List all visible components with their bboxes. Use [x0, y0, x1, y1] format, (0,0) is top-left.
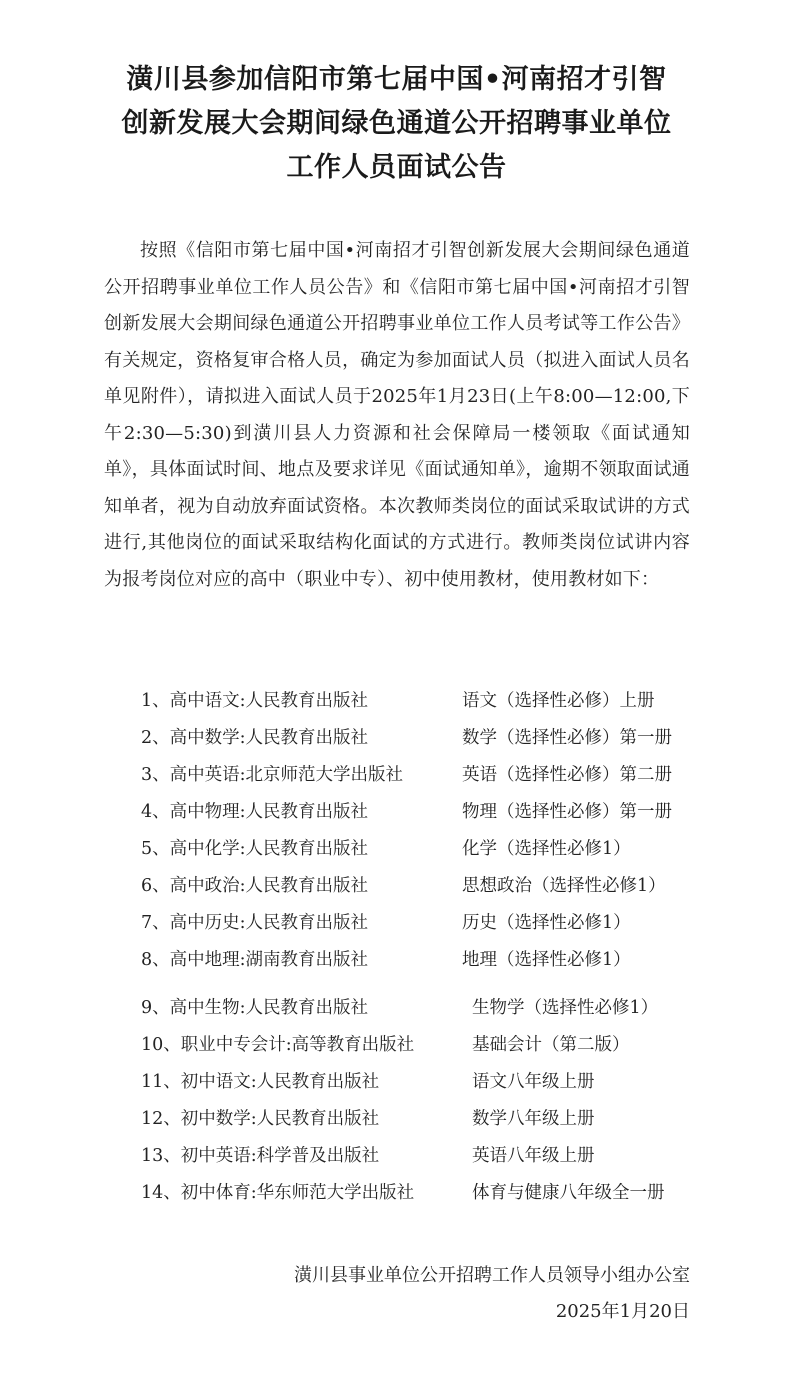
- textbook-subject: 13、初中英语:科学普及出版社: [141, 1146, 380, 1166]
- textbook-title: 历史（选择性必修1）: [462, 913, 631, 933]
- textbook-title: 化学（选择性必修1）: [462, 839, 631, 859]
- signature-block: [294, 1258, 690, 1330]
- textbook-item: [141, 990, 741, 1026]
- textbook-subject: 6、高中政治:人民教育出版社: [141, 876, 369, 896]
- textbook-title: 数学八年级上册: [472, 1109, 595, 1129]
- textbook-subject: 11、初中语文:人民教育出版社: [141, 1072, 380, 1092]
- textbook-subject: 7、高中历史:人民教育出版社: [141, 913, 369, 933]
- textbook-item: [141, 757, 741, 793]
- textbook-item: [141, 1064, 741, 1100]
- body-paragraph: 按照《信阳市第七届中国•河南招才引智创新发展大会期间绿色通道公开招聘事业单位工作人员公告》和《信阳市第七届中国•河南招才引智创新发展大会期间绿色通道公开招聘事业单位工作人员考试等工作公告》有关规定，资格复审合格人员，确定为参加面试人员（拟进入面试人员名单见附件），请拟进入面试人员于2025年1月23日(上午8:00—12:00,下午2:30—5:30)到潢川县人力资源和社会保障局一楼领取《面试通知单》，具体面试时间、地点及要求详见《面试通知单》，逾期不领取面试通知单者，视为自动放弃面试资格。本次教师类岗位的面试采取试讲的方式进行,其他岗位的面试采取结构化面试的方式进行。教师类岗位试讲内容为报考岗位对应的高中（职业中专）、初中使用教材，使用教材如下：: [104, 240, 690, 590]
- textbook-item: [141, 794, 741, 830]
- textbook-title: 英语八年级上册: [472, 1146, 595, 1166]
- textbook-item: [141, 1101, 741, 1137]
- textbook-item: [141, 720, 741, 756]
- textbook-title: 基础会计（第二版）: [472, 1035, 630, 1055]
- textbook-title: 生物学（选择性必修1）: [472, 998, 659, 1018]
- textbook-subject: 3、高中英语:北京师范大学出版社: [141, 765, 404, 785]
- textbook-title: 数学（选择性必修）第一册: [462, 728, 672, 748]
- textbook-item: [141, 683, 741, 719]
- textbook-title: 地理（选择性必修1）: [462, 950, 631, 970]
- textbook-item: [141, 1138, 741, 1174]
- textbook-title: 语文（选择性必修）上册: [462, 691, 655, 711]
- textbook-subject: 4、高中物理:人民教育出版社: [141, 802, 369, 822]
- title-line-3: 工作人员面试公告: [286, 152, 507, 183]
- textbook-subject: 1、高中语文:人民教育出版社: [141, 691, 369, 711]
- textbook-title: 物理（选择性必修）第一册: [462, 802, 672, 822]
- textbook-item: [141, 1027, 741, 1063]
- textbook-item: [141, 868, 741, 904]
- title-line-1: 潢川县参加信阳市第七届中国•河南招才引智: [126, 64, 667, 95]
- textbook-subject: 10、职业中专会计:高等教育出版社: [141, 1035, 415, 1055]
- document-title: [60, 58, 733, 190]
- textbook-item: [141, 1175, 741, 1211]
- textbook-item: [141, 905, 741, 941]
- textbook-title: 体育与健康八年级全一册: [472, 1183, 665, 1203]
- textbook-title: 语文八年级上册: [472, 1072, 595, 1092]
- textbook-item: [141, 942, 741, 978]
- textbook-subject: 5、高中化学:人民教育出版社: [141, 839, 369, 859]
- textbook-title: 思想政治（选择性必修1）: [462, 876, 666, 896]
- textbook-item: [141, 831, 741, 867]
- textbook-subject: 2、高中数学:人民教育出版社: [141, 728, 369, 748]
- title-line-2: 创新发展大会期间绿色通道公开招聘事业单位: [121, 108, 672, 139]
- textbook-subject: 12、初中数学:人民教育出版社: [141, 1109, 380, 1129]
- issuing-office: 潢川县事业单位公开招聘工作人员领导小组办公室: [294, 1265, 690, 1286]
- textbook-subject: 14、初中体育:华东师范大学出版社: [141, 1183, 415, 1203]
- textbook-subject: 8、高中地理:湖南教育出版社: [141, 950, 369, 970]
- issue-date: 2025年1月20日: [555, 1301, 690, 1322]
- textbook-title: 英语（选择性必修）第二册: [462, 765, 672, 785]
- textbook-subject: 9、高中生物:人民教育出版社: [141, 998, 369, 1018]
